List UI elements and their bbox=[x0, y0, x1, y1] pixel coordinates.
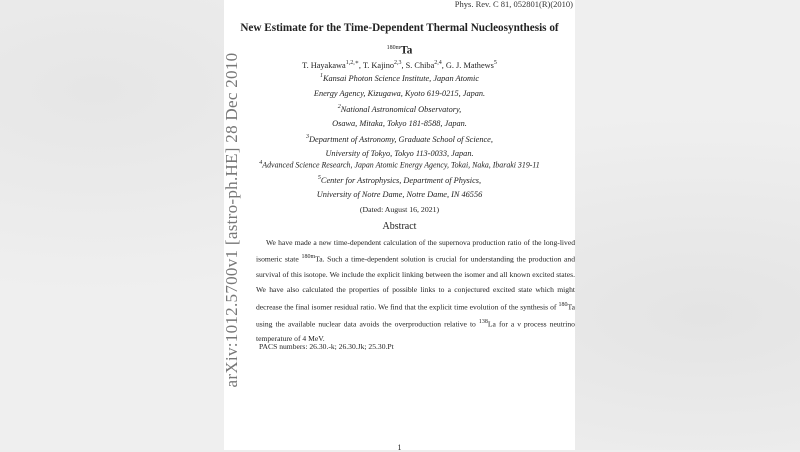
abstract-heading: Abstract bbox=[382, 221, 417, 232]
affiliation bbox=[224, 134, 575, 144]
abstract-part: Ta using the available nuclear data avoids the overproduction relative to bbox=[256, 302, 575, 329]
abstract-text bbox=[256, 235, 575, 347]
isotope-symbol: Ta bbox=[400, 44, 413, 57]
pacs-numbers: PACS numbers: 26.30.-k; 26.30.Jk; 25.30.Pt bbox=[259, 342, 394, 351]
aff-text: Department of Astronomy, Graduate School of Science, bbox=[309, 134, 493, 144]
aff-num: 4 bbox=[259, 160, 263, 166]
author-aff: 1,2,∗ bbox=[345, 60, 359, 66]
author: T. Kajino bbox=[362, 60, 395, 70]
page-number: 1 bbox=[397, 443, 402, 452]
paper-page bbox=[224, 0, 575, 450]
abstract-part: La for a ν process neutrino temperature of 4 MeV. bbox=[256, 319, 575, 344]
author: S. Chiba bbox=[405, 60, 435, 70]
journal-reference: Phys. Rev. C 81, 052801(R)(2010) bbox=[454, 0, 573, 9]
paper-title bbox=[224, 18, 575, 61]
author: T. Hayakawa bbox=[302, 60, 346, 70]
abstract-sup: 180 bbox=[558, 301, 568, 308]
aff-num: 1 bbox=[319, 73, 323, 79]
author-aff: 2,4 bbox=[434, 60, 442, 66]
affiliation bbox=[224, 104, 575, 114]
author-list: T. Hayakawa$^{1,2,∗}$, T. Kajino$^{2,3}$, S. Chiba$^{2,4}$, G. J. Mathews$^5$ bbox=[302, 60, 497, 70]
affiliation bbox=[224, 73, 575, 83]
aff-text: Center for Astrophysics, Department of Physics, bbox=[320, 175, 482, 185]
abstract-sup: 138 bbox=[478, 318, 488, 325]
author: G. J. Mathews bbox=[445, 60, 494, 70]
aff-text: Kansai Photon Science Institute, Japan Atomic bbox=[322, 73, 480, 83]
affiliation-cont: Osawa, Mitaka, Tokyo 181-8588, Japan. bbox=[332, 119, 467, 128]
abstract-part: We have made a new time-dependent calculation of the supernova production ratio of the long-lived isomeric state bbox=[256, 238, 575, 264]
aff-text: Advanced Science Research, Japan Atomic Energy Agency, Tokai, Naka, Ibaraki 319-11 bbox=[262, 160, 540, 170]
aff-num: 2 bbox=[337, 104, 341, 110]
aff-num: 3 bbox=[306, 134, 310, 140]
aff-text: National Astronomical Observatory, bbox=[340, 104, 462, 114]
dated: (Dated: August 16, 2021) bbox=[359, 205, 440, 214]
isotope-mass: 180m bbox=[386, 45, 401, 51]
affiliation bbox=[224, 160, 575, 170]
author-aff: 5 bbox=[493, 60, 497, 66]
affiliation-cont: University of Notre Dame, Notre Dame, IN 46556 bbox=[316, 190, 483, 199]
affiliation bbox=[224, 175, 575, 185]
affiliation-cont: University of Tokyo, Tokyo 113-0033, Japan. bbox=[325, 149, 474, 158]
affiliation-cont: Energy Agency, Kizugawa, Kyoto 619-0215, Japan. bbox=[313, 89, 486, 98]
aff-num: 5 bbox=[317, 175, 321, 181]
abstract-part: Ta. Such a time-dependent solution is crucial for understanding the production and survival of this isotope. We include the explicit linking between the isomer and all known excited states. We have also calculated the properties of possible links to a conjectured excited state which might decrease the final isomer residual ratio. We find that the explicit time evolution of the synthesis of bbox=[256, 254, 575, 312]
title-line: New Estimate for the Time-Dependent Thermal Nucleosynthesis of bbox=[240, 22, 559, 34]
author-aff: 2,3 bbox=[394, 60, 402, 66]
abstract-sup: 180m bbox=[301, 254, 316, 261]
arxiv-stamp: arXiv:1012.5700v1 [astro-ph.HE] 28 Dec 2010 bbox=[222, 52, 241, 388]
